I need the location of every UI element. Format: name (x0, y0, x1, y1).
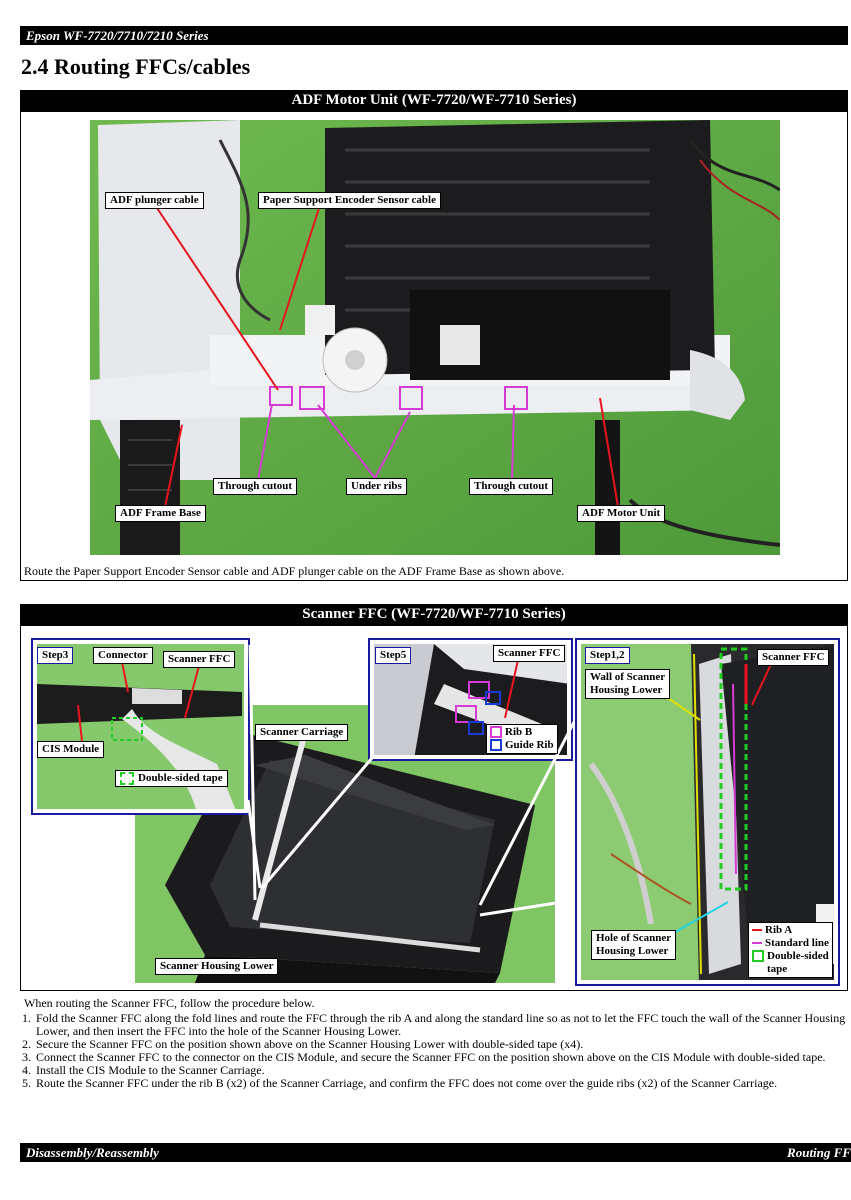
section-title: 2.4 Routing FFCs/cables (21, 54, 251, 79)
label-adf-frame-base: ADF Frame Base (115, 505, 206, 522)
procedure-intro: When routing the Scanner FFC, follow the procedure below. (24, 996, 315, 1010)
step12-label-hole: Hole of Scanner Housing Lower (591, 930, 676, 960)
step12-label-wall: Wall of Scanner Housing Lower (585, 669, 670, 699)
step3-label-scanner-ffc: Scanner FFC (163, 651, 235, 668)
double-sided-tape-icon (752, 950, 764, 962)
procedure-step: 5. Route the Scanner FFC under the rib B (x2) of the Scanner Carriage, and confirm the FFC does not come over the guide ribs (x2) of the Scanner Carriage. (22, 1076, 778, 1090)
step5-label: Step5 (375, 647, 411, 664)
step12-label-scanner-ffc: Scanner FFC (757, 649, 829, 666)
procedure-step: 4. Install the CIS Module to the Scanner Carriage. (22, 1063, 265, 1077)
panel1-caption: Route the Paper Support Encoder Sensor cable and ADF plunger cable on the ADF Frame Base as shown above. (24, 564, 565, 578)
procedure-step: 3. Connect the Scanner FFC to the connector on the CIS Module, and secure the Scanner FFC on the position shown above on the CIS Module with double-sided tape. (22, 1050, 826, 1064)
rib-a-icon (752, 929, 762, 931)
label-under-ribs: Under ribs (346, 478, 407, 495)
footer-chapter: Disassembly/Reassembly (26, 1145, 159, 1160)
document-footer-bar (20, 1143, 851, 1162)
label-scanner-housing-lower: Scanner Housing Lower (155, 958, 278, 975)
procedure-step: 1. Fold the Scanner FFC along the fold lines and route the FFC through the rib A and along the standard line so as not to let the FFC touch the wall of the Scanner Housing Lower, and then insert the FFC into the hole of the Scanner Housing Lower. (22, 1011, 846, 1038)
step3-label-connector: Connector (93, 647, 153, 664)
step3-label-cis-module: CIS Module (37, 741, 104, 758)
standard-line-icon (752, 942, 762, 944)
step3-label-double-sided-tape: Double-sided tape (115, 770, 228, 787)
label-adf-motor-unit: ADF Motor Unit (577, 505, 665, 522)
step5-label-scanner-ffc: Scanner FFC (493, 645, 565, 662)
step3-label: Step3 (37, 647, 73, 664)
step12-label: Step1,2 (585, 647, 630, 664)
label-paper-support-encoder-sensor-cable: Paper Support Encoder Sensor cable (258, 192, 441, 209)
label-scanner-carriage: Scanner Carriage (255, 724, 348, 741)
label-through-cutout-right: Through cutout (469, 478, 553, 495)
step12-legend: Rib A Standard line Double-sided tape (748, 922, 833, 978)
label-adf-plunger-cable: ADF plunger cable (105, 192, 204, 209)
procedure-list (22, 997, 848, 1090)
panel-adf-motor-title: ADF Motor Unit (WF-7720/WF-7710 Series) (20, 90, 848, 111)
document-header-title: Epson WF-7720/7710/7210 Series (26, 28, 209, 43)
procedure-step: 2. Secure the Scanner FFC on the position shown above on the Scanner Housing Lower with double-sided tape (x4). (22, 1037, 584, 1051)
footer-section: Routing FF (787, 1145, 851, 1160)
step5-legend: Rib B Guide Rib (486, 724, 558, 754)
label-through-cutout-left: Through cutout (213, 478, 297, 495)
panel-scanner-ffc-title: Scanner FFC (WF-7720/WF-7710 Series) (20, 604, 848, 625)
